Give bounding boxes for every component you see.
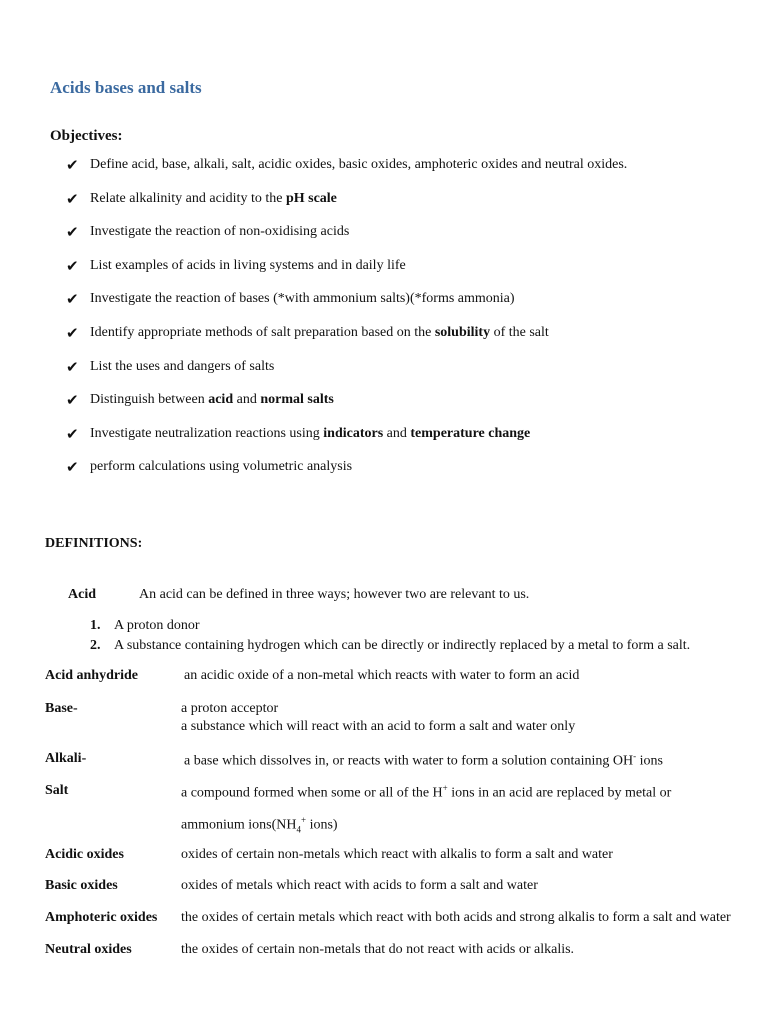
objective-item [66,454,627,488]
objective-item [66,253,627,287]
acid-term: Acid [68,587,96,602]
term-amphoteric-oxides: Amphoteric oxides [45,910,158,925]
objective-text: perform calculations using volumetric analysis [90,459,353,475]
checkmark-icon: ✔ [66,391,79,410]
objective-text: List the uses and dangers of salts [90,358,275,374]
objective-item [66,421,627,455]
acid-definition: An acid can be defined in three ways; however two are relevant to us. [139,587,530,602]
checkmark-icon: ✔ [66,458,79,477]
definition-basic-oxides: oxides of metals which react with acids to form a salt and water [181,878,538,893]
objective-item [66,152,627,186]
page-title: Acids bases and salts [50,78,202,97]
objective-text: Identify appropriate methods of salt preparation based on the solubility of the salt [90,324,549,340]
objective-text: Investigate neutralization reactions using indicators and temperature change [90,425,531,441]
objective-text: Investigate the reaction of bases (*with ammonium salts)(*forms ammonia) [90,291,515,307]
definition-alkali: a base which dissolves in, or reacts with water to form a solution containing OH- ions [184,751,663,769]
objective-text: Relate alkalinity and acidity to the pH scale [90,190,337,206]
term-acid-anhydride: Acid anhydride [45,668,138,683]
objective-item [66,387,627,421]
checkmark-icon: ✔ [66,256,79,275]
checkmark-icon: ✔ [66,189,79,208]
objectives-heading: Objectives: [50,128,123,144]
objective-item [66,320,627,354]
term-salt: Salt [45,783,69,798]
objective-text: Investigate the reaction of non-oxidising acids [90,224,350,240]
definition-acid-anhydride: an acidic oxide of a non-metal which reacts with water to form an acid [184,668,580,683]
definition-amphoteric-oxides: the oxides of certain metals which react with both acids and strong alkalis to form a salt and water [181,910,731,925]
term-acidic-oxides: Acidic oxides [45,847,124,862]
objective-item [66,219,627,253]
definition-base-line2: a substance which will react with an acid to form a salt and water only [181,719,576,734]
objective-text: List examples of acids in living systems and in daily life [90,257,406,273]
objective-text: Distinguish between acid and normal salts [90,392,334,408]
definition-salt-line2: ammonium $ions(NH_4^+$ ions) [181,815,338,835]
definition-salt-line1: a compound formed when some or all of the H+ ions in an acid are replaced by metal or [181,783,672,801]
definition-neutral-oxides: the oxides of certain non-metals that do not react with acids or alkalis. [181,942,575,957]
objective-item [66,354,627,388]
objective-text: Define acid, base, alkali, salt, acidic oxides, basic oxides, amphoteric oxides and neutral oxides. [90,157,628,172]
objectives-list [66,152,627,488]
definition-acidic-oxides: oxides of certain non-metals which react with alkalis to form a salt and water [181,847,613,862]
term-basic-oxides: Basic oxides [45,878,118,893]
term-alkali: Alkali- [45,751,87,766]
acid-definition-item: 1. A proton donor [90,618,200,633]
definition-base-line1: a proton acceptor [181,701,279,716]
checkmark-icon: ✔ [66,223,79,242]
acid-definition-item: 2. A substance containing hydrogen which can be directly or indirectly replaced by a metal to form a salt. [90,638,691,653]
objective-item [66,286,627,320]
objective-item [66,186,627,220]
checkmark-icon: ✔ [66,323,79,342]
checkmark-icon: ✔ [66,424,79,443]
checkmark-icon: ✔ [66,156,79,174]
term-neutral-oxides: Neutral oxides [45,942,132,957]
definitions-heading: DEFINITIONS: [45,536,143,551]
checkmark-icon: ✔ [66,357,79,376]
checkmark-icon: ✔ [66,290,79,309]
term-base: Base- [45,701,78,716]
